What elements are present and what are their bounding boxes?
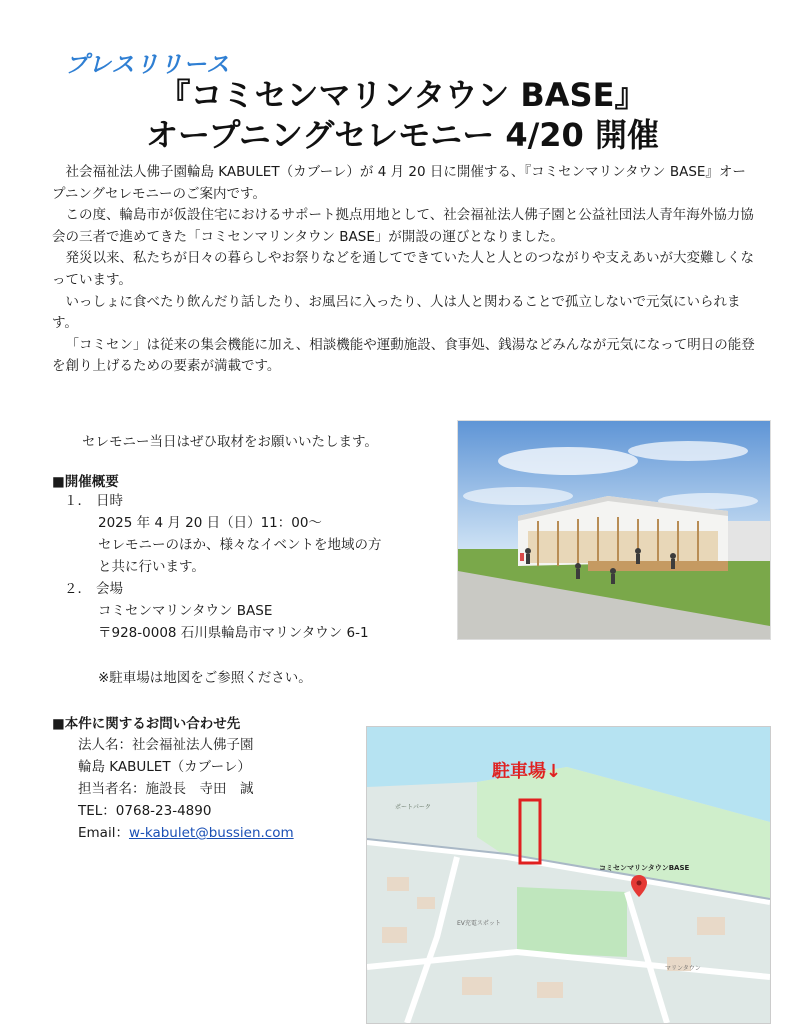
email-label: Email： — [78, 825, 129, 841]
intro-paragraph: 「コミセン」は従来の集会機能に加え、相談機能や運動施設、食事処、銭湯などみんなが元気になって明日の能登を創り上げるための要素が満載です。 — [52, 336, 755, 375]
contact-tel: TEL：0768-23-4890 — [78, 803, 212, 819]
outline-item-datetime — [64, 490, 454, 512]
item-label: 会場 — [96, 581, 123, 597]
email-link[interactable]: w-kabulet@bussien.com — [128, 825, 294, 841]
park-label: ポートパーク — [395, 804, 431, 811]
contact-email-row — [78, 822, 294, 844]
event-description: セレモニーのほか、様々なイベントを地域の方 — [98, 537, 382, 553]
intro-paragraph: 発災以来、私たちが日々の暮らしやお祭りなどを通してできていた人と人とのつながりや支えあいが大変難しくなっています。 — [52, 250, 754, 288]
parking-label: 駐車場↓ — [492, 761, 562, 782]
item-label: 日時 — [96, 493, 123, 509]
intro-text — [52, 162, 757, 378]
ev-label: EV充電スポット — [457, 920, 501, 927]
location-map[interactable] — [366, 726, 771, 1024]
page-title-line2: オープニングセレモニー 4/20 開催 — [146, 116, 659, 154]
item-number: ２． — [64, 581, 91, 597]
press-release-label: プレスリリース — [65, 52, 231, 78]
parking-note: ※駐車場は地図をご参照ください。 — [98, 670, 312, 686]
contact-corp: 法人名：社会福祉法人佛子園 — [78, 737, 254, 753]
venue-address: 〒928-0008 石川県輪島市マリンタウン 6-1 — [98, 625, 369, 641]
contact-heading: ■本件に関するお問い合わせ先 — [52, 716, 241, 732]
contact-person: 担当者名：施設長 寺田 誠 — [78, 781, 254, 797]
facility-rendering-image — [457, 420, 771, 640]
area-label: マリンタウン — [665, 965, 701, 972]
outline-item-venue — [64, 578, 454, 600]
item-number: １． — [64, 493, 91, 509]
intro-paragraph: 社会福祉法人佛子園輪島 KABULET（カブーレ）が 4 月 20 日に開催する、『コミセンマリンタウン BASE』オープニングセレモニーのご案内です。 — [52, 164, 746, 202]
page-title-line1: 『コミセンマリンタウン BASE』 — [158, 76, 647, 114]
outline-heading: ■開催概要 — [52, 474, 119, 490]
event-description: と共に行います。 — [98, 559, 205, 575]
intro-paragraph: この度、輪島市が仮設住宅におけるサポート拠点用地として、社会福祉法人佛子園と公益社団法人青年海外協力協会の三者で進めてきた「コミセンマリンタウン BASE」が開設の運びとなりました。 — [52, 207, 754, 245]
press-request: セレモニー当日はぜひ取材をお願いいたします。 — [82, 434, 378, 450]
venue-name: コミセンマリンタウン BASE — [98, 603, 273, 619]
intro-paragraph: いっしょに食べたり飲んだり話したり、お風呂に入ったり、人は人と関わることで孤立しないで元気にいられます。 — [52, 293, 741, 332]
event-outline — [64, 490, 454, 644]
facility-rendering-illustration — [458, 421, 770, 639]
map-illustration — [367, 727, 770, 1023]
contact-org: 輪島 KABULET（カブーレ） — [78, 759, 251, 775]
contact-info — [78, 734, 294, 844]
place-label: コミセンマリンタウンBASE — [599, 864, 690, 872]
event-date: 2025 年 4 月 20 日（日）11：00～ — [98, 515, 322, 531]
